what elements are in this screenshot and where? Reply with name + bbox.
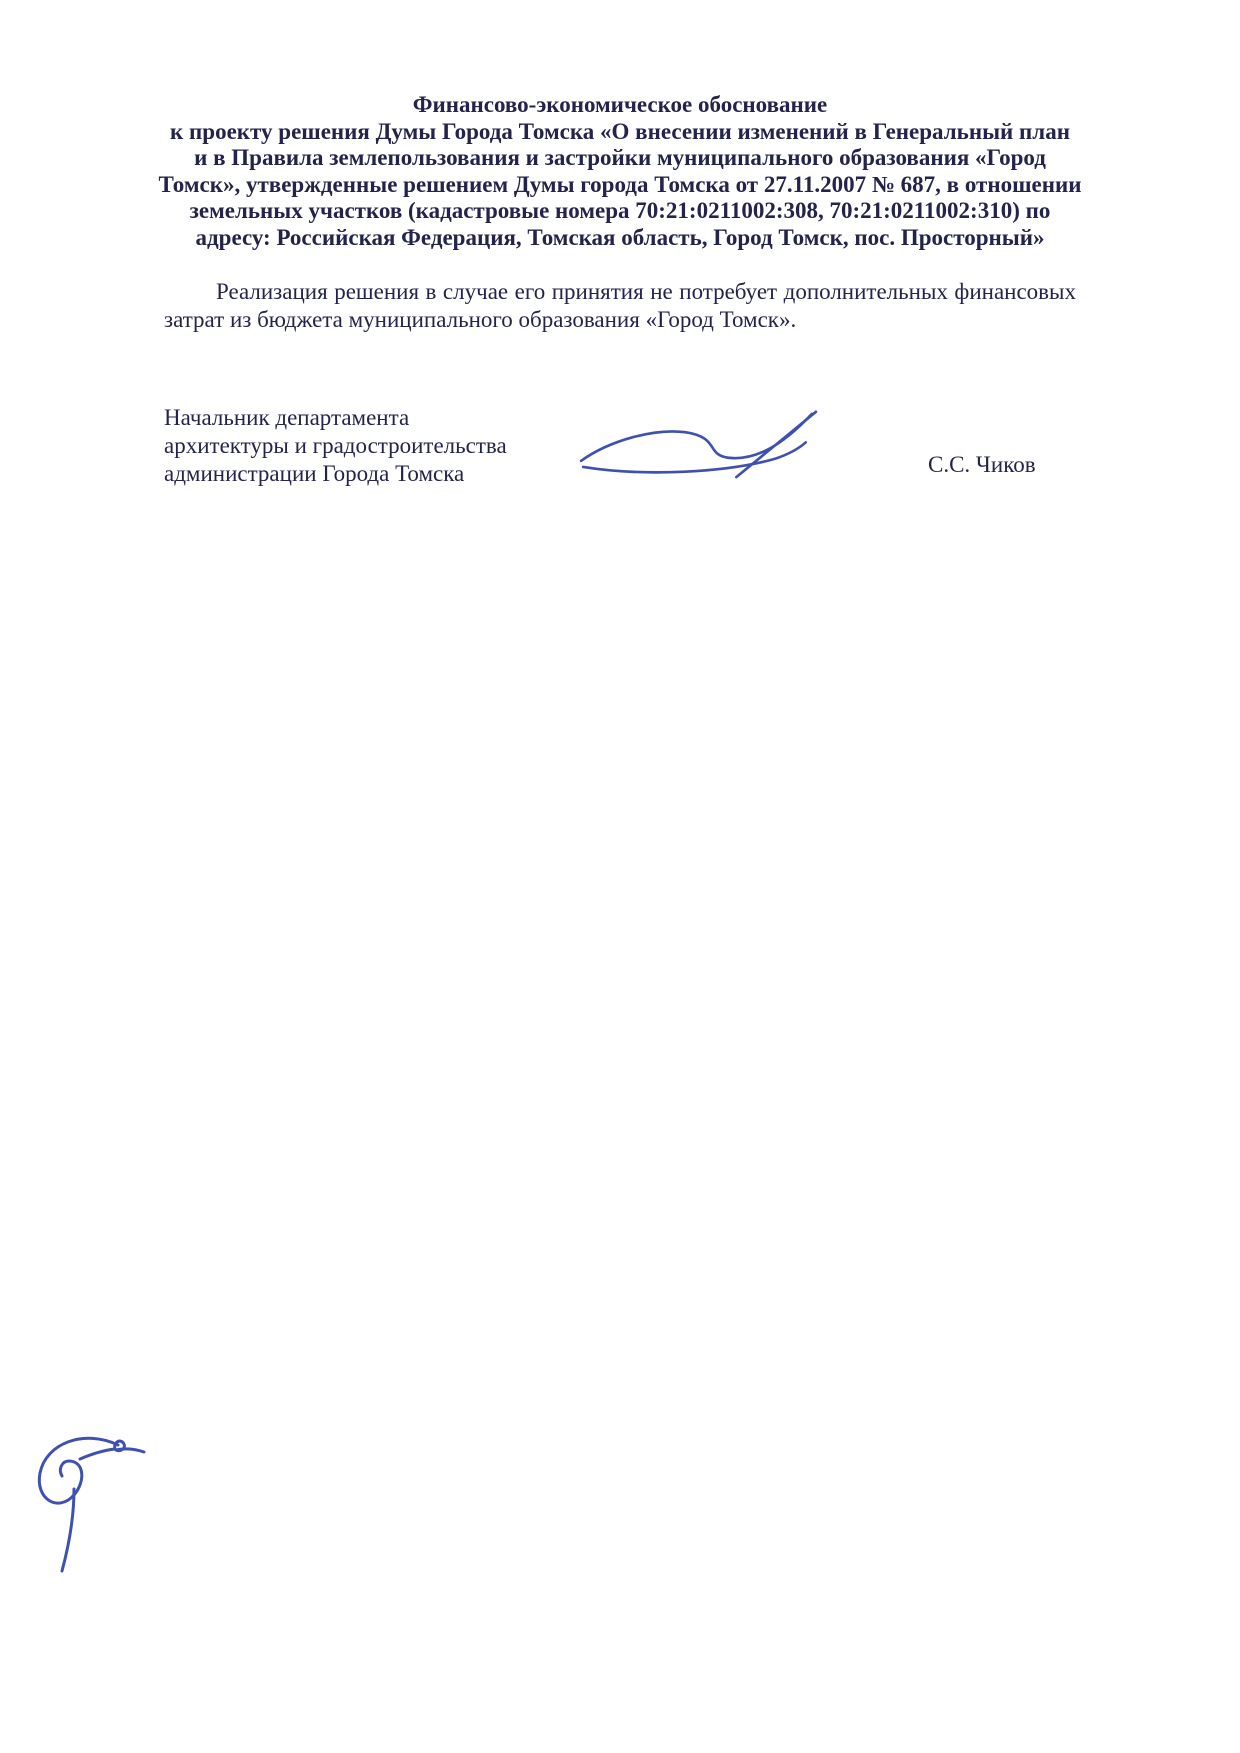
title-line: к проекту решения Думы Города Томска «О внесении изменений в Генеральный план xyxy=(170,118,1070,144)
signatory-position xyxy=(164,404,507,488)
signatory-position-line: администрации Города Томска xyxy=(164,461,465,486)
title-line: Финансово-экономическое обоснование xyxy=(412,92,828,117)
signatory-name: С.С. Чиков xyxy=(928,452,1036,477)
title-line: земельных участков (кадастровые номера 70:21:0211002:308, 70:21:0211002:310) по xyxy=(189,198,1051,223)
body-paragraph: Реализация решения в случае его принятия не потребует дополнительных финансовых затрат из бюджета муниципального образования «Город Томск». xyxy=(164,279,1076,332)
signature-ink xyxy=(575,398,820,493)
document-title xyxy=(130,92,1110,251)
signatory-position-line: Начальник департамента xyxy=(164,405,410,430)
signatory-position-line: архитектуры и градостроительства xyxy=(164,433,507,458)
title-line: Томск», утвержденные решением Думы города Томска от 27.11.2007 № 687, в отношении xyxy=(158,171,1082,197)
handwritten-mark-bottom-left-icon xyxy=(22,1428,152,1580)
title-line: и в Правила землепользования и застройки муниципального образования «Город xyxy=(194,145,1046,170)
title-line: адресу: Российская Федерация, Томская область, Город Томск, пос. Просторный» xyxy=(195,224,1045,250)
